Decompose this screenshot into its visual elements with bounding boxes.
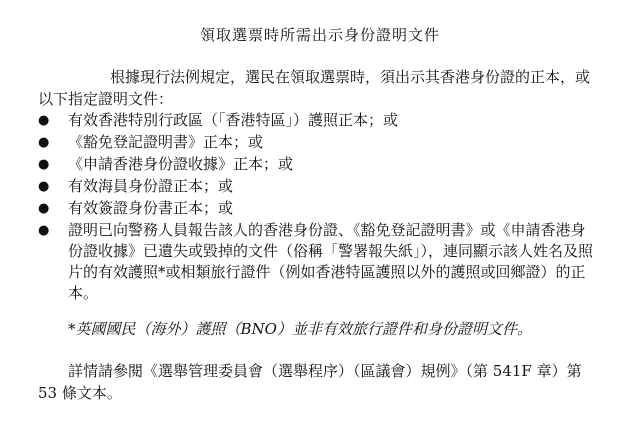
document-title: 領取選票時所需出示身份證明文件 (199, 26, 440, 44)
bullet-icon: ● (38, 201, 50, 216)
intro-text: 根據現行法例規定，選民在領取選票時，須出示其香港身份證的正本，或以下指定證明文件： (38, 68, 591, 108)
list-item-text: 有效香港特別行政區（「香港特區」）護照正本；或 (68, 111, 399, 129)
bullet-icon: ● (38, 157, 50, 172)
list-item-text: 證明已向警務人員報告該人的香港身份證、《豁免登記證明書》或《申請香港身份證收據》已遺失或毀掉的文件（俗稱「警署報失紙」），連同顯示該人姓名及照片的有效護照*或相類旅行證件（例如香港特區護照以外的護照或回鄉證）的正本。 (68, 221, 594, 302)
list-item (38, 132, 598, 153)
bullet-icon: ● (38, 179, 50, 194)
list-item-text: 《豁免登記證明書》正本；或 (68, 133, 264, 151)
list-item (38, 176, 598, 197)
list-item (38, 220, 598, 304)
bullet-icon: ● (38, 135, 50, 150)
list-item-text: 有效海員身份證正本；或 (68, 177, 234, 195)
detail-paragraph (38, 360, 598, 404)
list-item-text: 有效簽證身份書正本；或 (68, 199, 234, 217)
bullet-icon: ● (38, 223, 50, 238)
list-item-text: 《申請香港身份證收據》正本；或 (68, 155, 294, 173)
list-item (38, 154, 598, 175)
intro-paragraph (38, 66, 598, 110)
document-list (38, 110, 598, 305)
detail-text: 詳情請參閱《選舉管理委員會（選舉程序）（區議會）規例》（第 541F 章）第 53 條文本。 (38, 362, 582, 402)
list-item (38, 198, 598, 219)
list-item (38, 110, 598, 131)
bullet-icon: ● (38, 113, 50, 128)
footnote: *英國國民（海外）護照（BNO）並非有效旅行證件和身份證明文件。 (68, 320, 532, 338)
